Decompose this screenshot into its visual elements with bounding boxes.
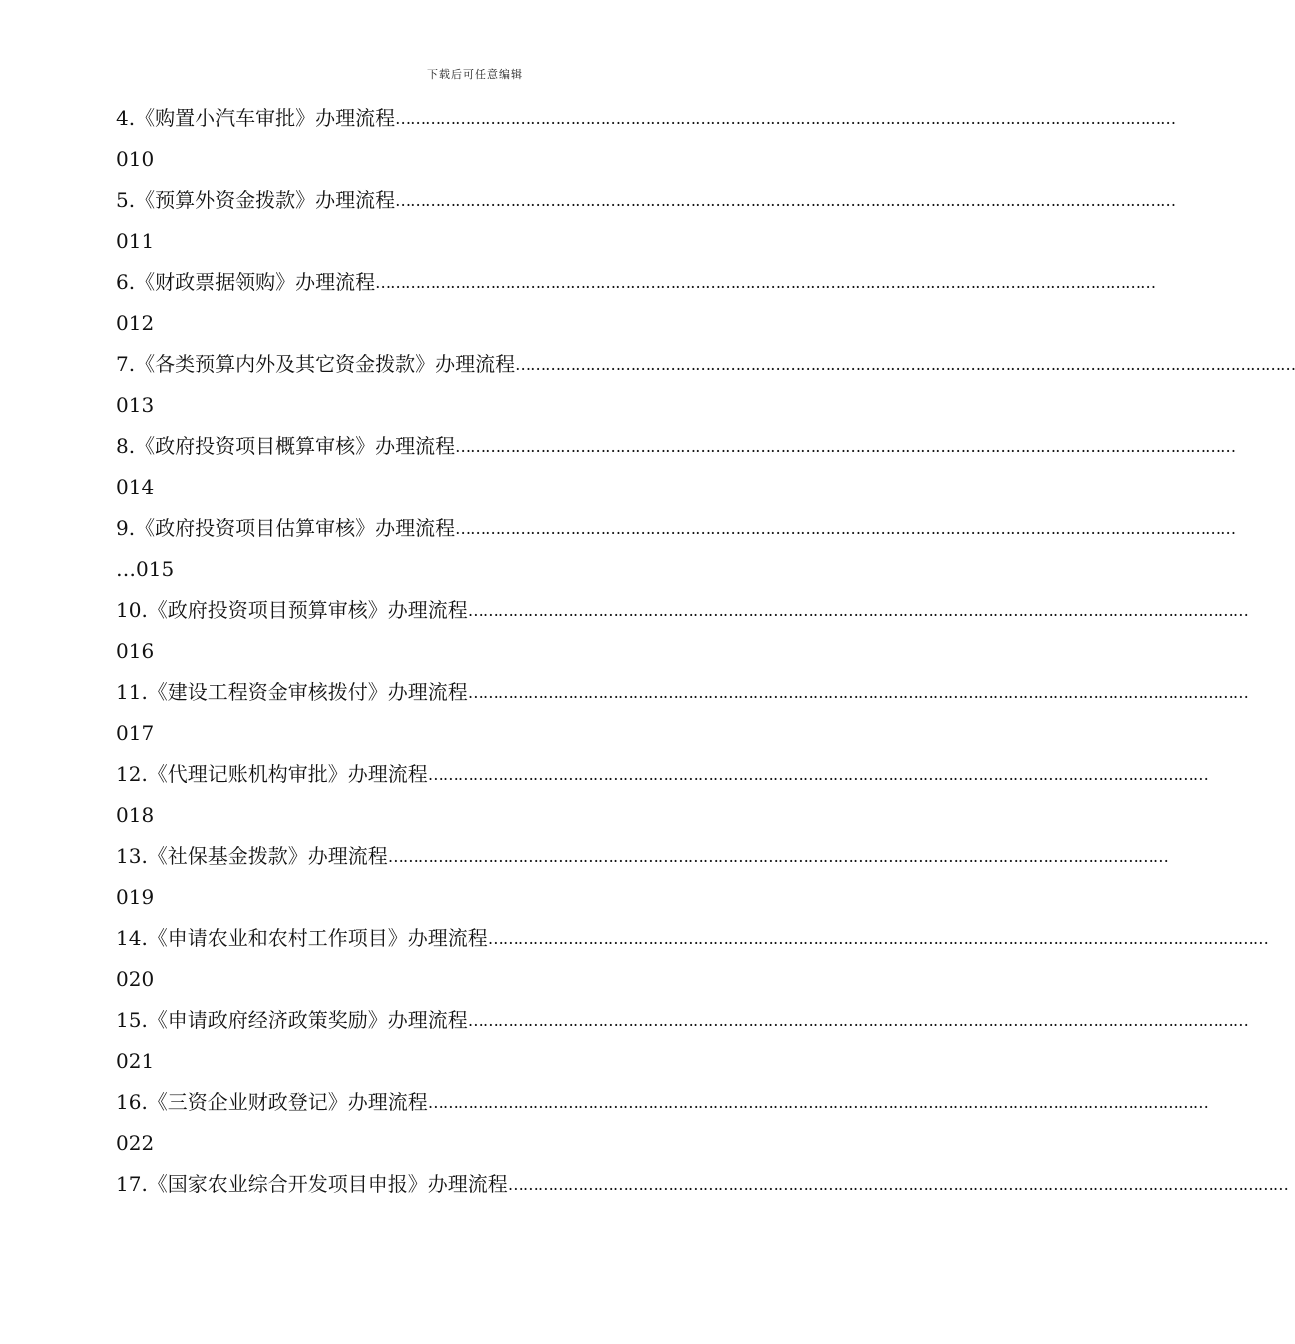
toc-line — [116, 754, 1208, 795]
toc-line — [116, 836, 1168, 877]
toc-leader-dots: ………………………………………………………………………………………………………………………………………… — [467, 683, 1248, 702]
toc-leader-dots: ………………………………………………………………………………………………………………………………………… — [375, 273, 1156, 292]
toc-line — [116, 1000, 1248, 1041]
toc-entry[interactable] — [116, 180, 1176, 262]
toc-page-number: 011 — [116, 229, 155, 253]
toc-entry[interactable] — [116, 1082, 1208, 1164]
toc-leader-dots: ………………………………………………………………………………………………………………………………………… — [467, 1011, 1248, 1030]
toc-leader-dots: ………………………………………………………………………………………………………………………………………… — [507, 1175, 1288, 1194]
toc-leader-dots: ………………………………………………………………………………………………………………………………………… — [467, 601, 1248, 620]
toc-title: 4.《购置小汽车审批》办理流程 — [116, 106, 396, 130]
toc-entry[interactable] — [116, 1164, 1288, 1246]
toc-title: 5.《预算外资金拨款》办理流程 — [116, 188, 396, 212]
page-header: 下载后可任意编辑 — [427, 68, 523, 81]
toc-page-number: 013 — [116, 393, 155, 417]
toc-page-number: 018 — [116, 803, 155, 827]
toc-entry[interactable] — [116, 754, 1208, 836]
toc-title: 11.《建设工程资金审核拨付》办理流程 — [116, 680, 468, 704]
toc-leader-dots: ………………………………………………………………………………………………………………………………………… — [455, 519, 1236, 538]
toc-leader-dots: ………………………………………………………………………………………………………………………………………… — [395, 109, 1176, 128]
toc-title: 8.《政府投资项目概算审核》办理流程 — [116, 434, 456, 458]
toc-page-number: 019 — [116, 885, 155, 909]
toc-page-number: 010 — [116, 147, 155, 171]
toc-leader-dots: ………………………………………………………………………………………………………………………………………… — [395, 191, 1176, 210]
toc-line — [116, 1164, 1288, 1205]
toc-entry[interactable] — [116, 508, 1236, 590]
toc-line — [116, 344, 1295, 385]
toc-line — [116, 98, 1176, 139]
toc-title: 15.《申请政府经济政策奖励》办理流程 — [116, 1008, 468, 1032]
toc-leader-dots: ………………………………………………………………………………………………………………………………………… — [515, 355, 1295, 374]
toc-entry[interactable] — [116, 262, 1156, 344]
table-of-contents — [116, 98, 1295, 1246]
toc-title: 9.《政府投资项目估算审核》办理流程 — [116, 516, 456, 540]
toc-page-number: 020 — [116, 967, 155, 991]
toc-page-number — [116, 1205, 846, 1246]
toc-leader-dots: ………………………………………………………………………………………………………………………………………… — [427, 1093, 1208, 1112]
toc-entry[interactable] — [116, 426, 1236, 508]
toc-page-number: 017 — [116, 721, 155, 745]
toc-entry[interactable] — [116, 918, 1268, 1000]
toc-entry[interactable] — [116, 344, 1295, 426]
toc-page-number: 022 — [116, 1131, 155, 1155]
toc-entry[interactable] — [116, 1000, 1248, 1082]
toc-leader-dots: ………………………………………………………………………………………………………………………………………… — [427, 765, 1208, 784]
toc-title: 12.《代理记账机构审批》办理流程 — [116, 762, 428, 786]
toc-title: 6.《财政票据领购》办理流程 — [116, 270, 376, 294]
toc-page-number: 021 — [116, 1049, 155, 1073]
toc-line — [116, 426, 1236, 467]
toc-line — [116, 180, 1176, 221]
toc-page-number: 014 — [116, 475, 155, 499]
toc-entry[interactable] — [116, 836, 1168, 918]
toc-title: 16.《三资企业财政登记》办理流程 — [116, 1090, 428, 1114]
toc-line — [116, 508, 1236, 549]
toc-entry[interactable] — [116, 672, 1248, 754]
toc-title: 10.《政府投资项目预算审核》办理流程 — [116, 598, 468, 622]
toc-line — [116, 918, 1268, 959]
toc-leader-dots: ………………………………………………………………………………………………………………………………………… — [387, 847, 1168, 866]
toc-page-number: 012 — [116, 311, 155, 335]
toc-leader-dots: ………………………………………………………………………………………………………………………………………… — [487, 929, 1268, 948]
toc-title: 7.《各类预算内外及其它资金拨款》办理流程 — [116, 352, 516, 376]
toc-page-number: …015 — [116, 557, 175, 581]
toc-entry[interactable] — [116, 590, 1248, 672]
toc-line — [116, 672, 1248, 713]
toc-title: 14.《申请农业和农村工作项目》办理流程 — [116, 926, 488, 950]
toc-entry[interactable] — [116, 98, 1176, 180]
toc-line — [116, 1082, 1208, 1123]
toc-title: 17.《国家农业综合开发项目申报》办理流程 — [116, 1172, 508, 1196]
toc-line — [116, 262, 1156, 303]
toc-page-number: 016 — [116, 639, 155, 663]
toc-title: 13.《社保基金拨款》办理流程 — [116, 844, 388, 868]
toc-leader-dots: ………………………………………………………………………………………………………………………………………… — [455, 437, 1236, 456]
toc-line — [116, 590, 1248, 631]
